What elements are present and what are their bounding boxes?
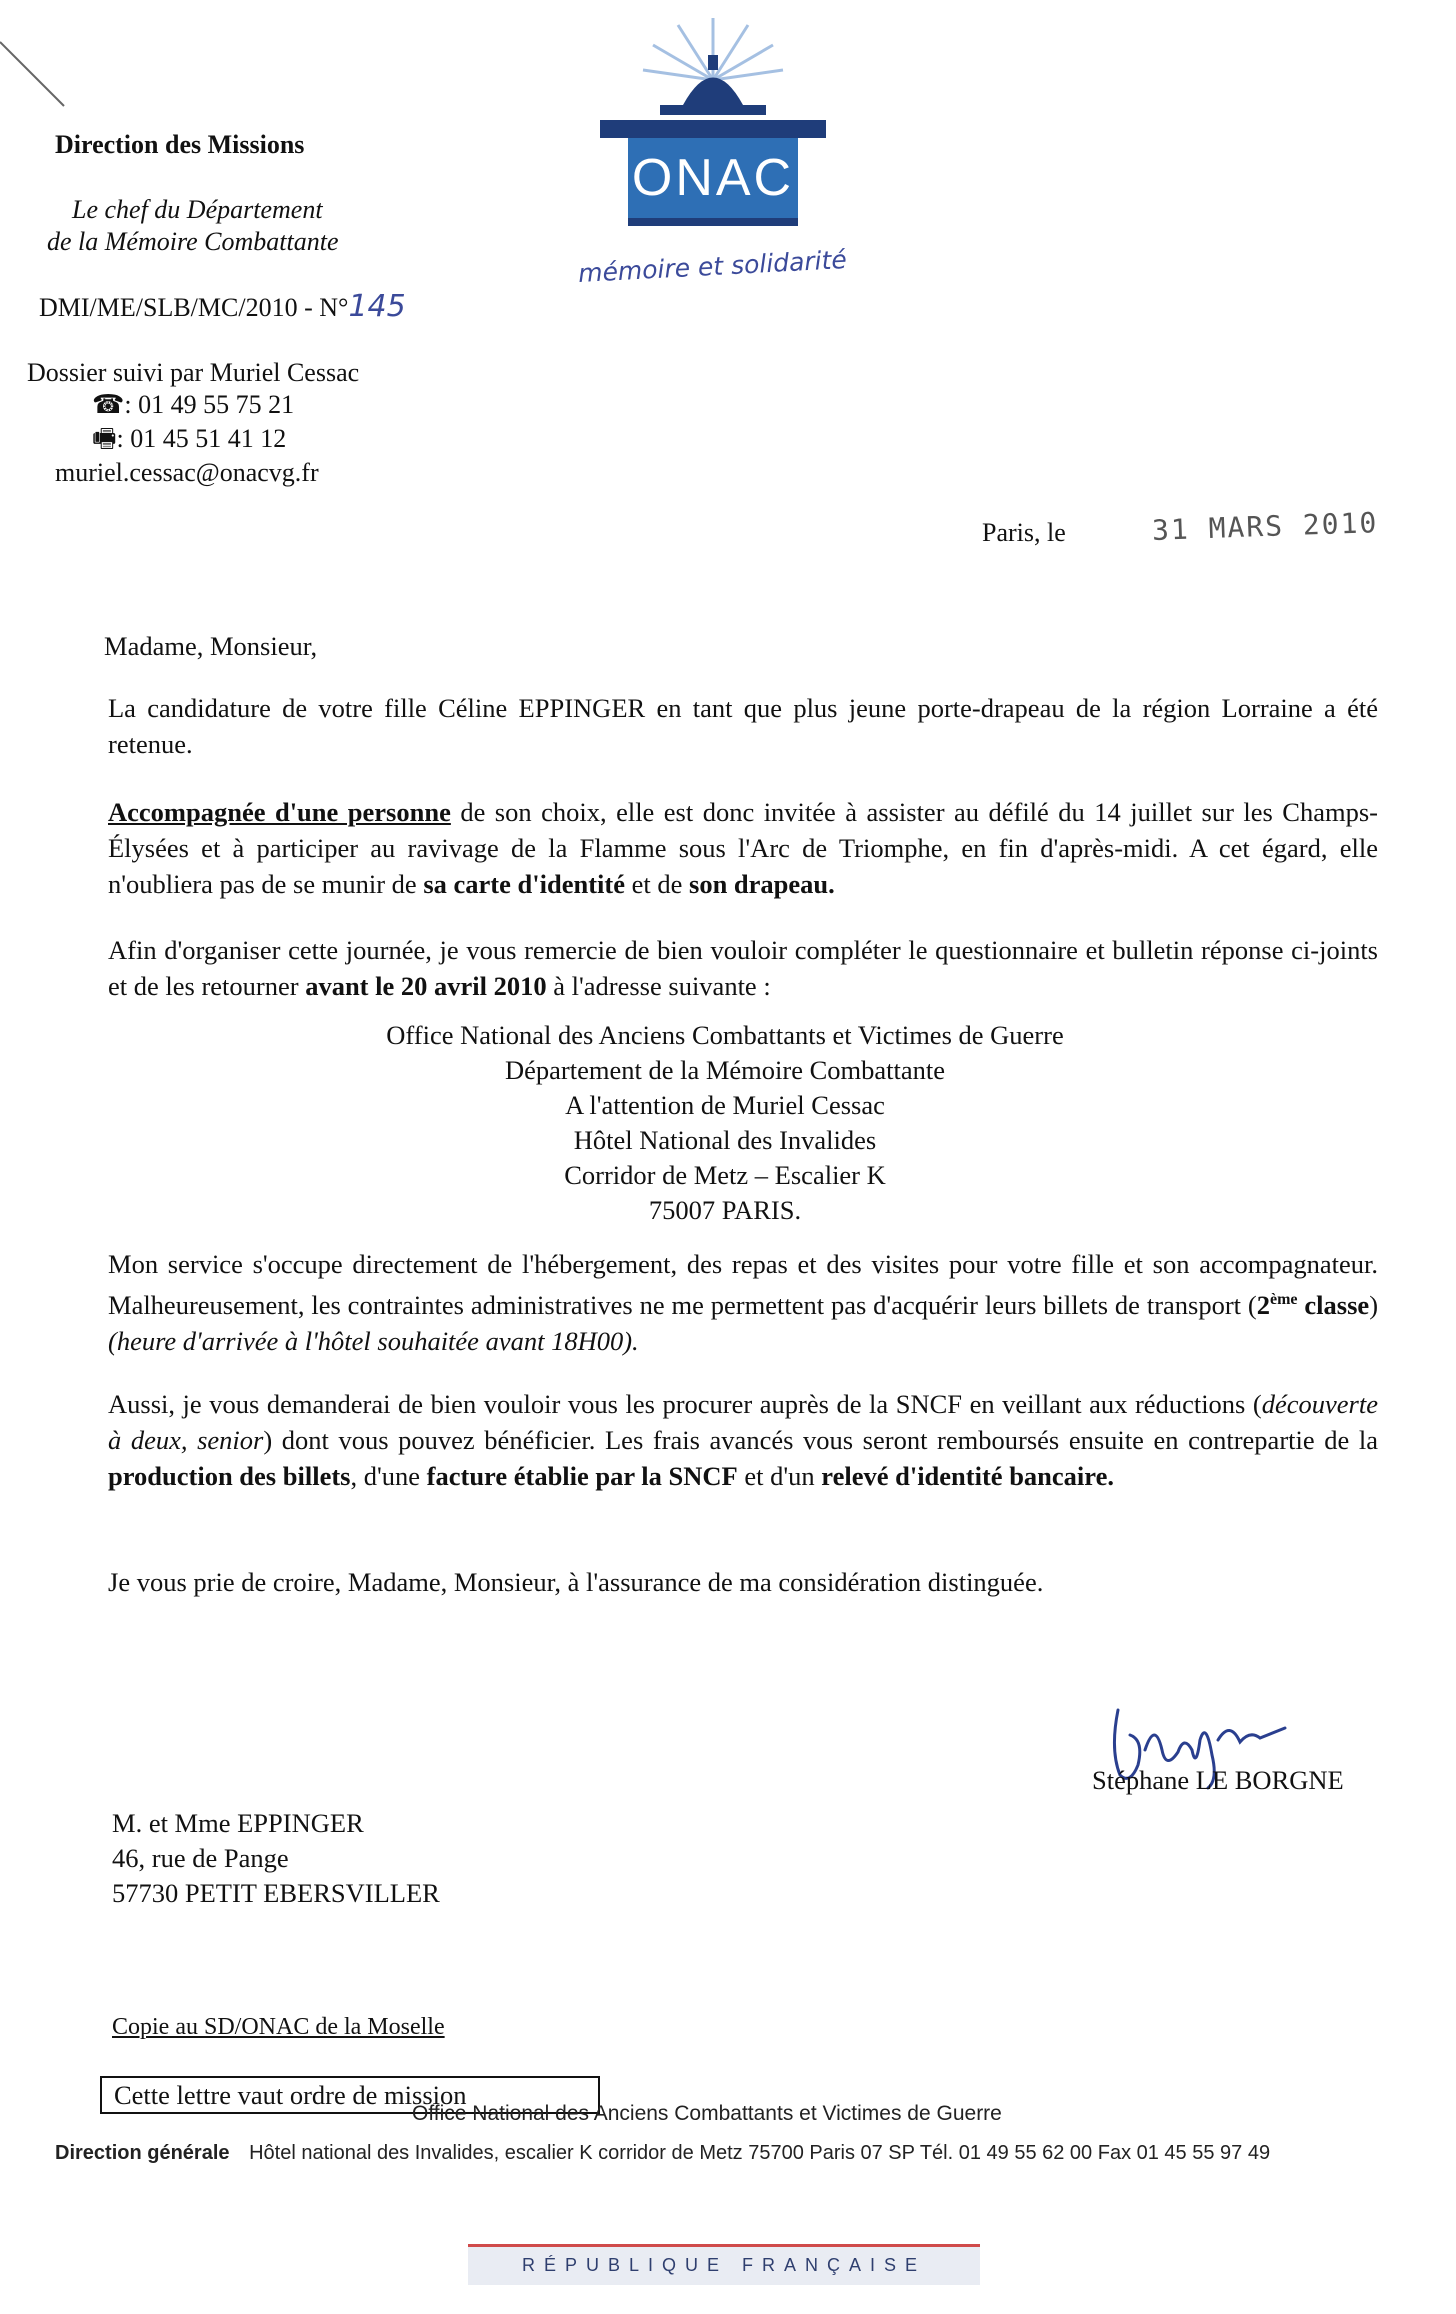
- onac-logo: [598, 10, 828, 235]
- return-address-line: A l'attention de Muriel Cessac: [565, 1090, 885, 1120]
- paragraph-2: [108, 794, 1378, 902]
- p5-bank-details: relevé d'identité bancaire.: [821, 1461, 1114, 1491]
- p4-class-suffix: ème: [1270, 1291, 1298, 1308]
- footer-dg-label: Direction générale: [55, 2142, 230, 2164]
- p2-flag: son drapeau.: [689, 869, 835, 899]
- p4-class-number: 2: [1256, 1289, 1270, 1320]
- reference-handwritten-number: 145: [348, 289, 406, 324]
- footer-organization: Office National des Anciens Combattants et Victimes de Guerre: [412, 2102, 1002, 2125]
- paragraph-4: [108, 1246, 1378, 1359]
- closing: Je vous prie de croire, Madame, Monsieur, à l'assurance de ma considération distinguée.: [108, 1567, 1044, 1597]
- signatory-name: Stéphane LE BORGNE: [1092, 1765, 1344, 1795]
- reference-prefix: DMI/ME/SLB/MC/2010 - N°: [39, 293, 349, 322]
- return-address-line: 75007 PARIS.: [648, 1195, 802, 1225]
- p4-text-a: Mon service s'occupe directement de l'hébergement, des repas et des visites pour votre fille et son accompagnateur. Malheureusement, les contraintes administratives ne me permettent pas d'acquérir leurs billets de transport (: [108, 1249, 1378, 1320]
- paragraph-3: [108, 932, 1378, 1004]
- p2-id-card: sa carte d'identité: [423, 869, 625, 899]
- copy-line: Copie au SD/ONAC de la Moselle: [112, 2014, 445, 2040]
- p3-text-a: Afin d'organiser cette journée, je vous remercie de bien vouloir compléter le questionnaire et bulletin réponse ci-joints et de les retourner: [108, 935, 1378, 1001]
- p5-tickets: production des billets: [108, 1461, 351, 1491]
- p2-emphasis: Accompagnée d'une personne: [108, 797, 451, 827]
- phone-number: : 01 49 55 75 21: [124, 390, 295, 419]
- reference-number: [39, 290, 406, 325]
- p3-text-b: à l'adresse suivante :: [546, 971, 771, 1001]
- fax-number: : 01 45 51 41 12: [116, 424, 287, 453]
- onac-logo-text: ONAC: [631, 149, 795, 207]
- recipient-block: [112, 1806, 440, 1911]
- republique-banner: [468, 2244, 980, 2285]
- return-address-line: Hôtel National des Invalides: [573, 1125, 877, 1155]
- footer-dg-address: Hôtel national des Invalides, escalier K corridor de Metz 75700 Paris 07 SP Tél. 01 49 55 62 00 Fax 01 45 55 97 49: [249, 2142, 1271, 2164]
- p4-text-b: ): [1369, 1289, 1379, 1320]
- email-line: muriel.cessac@onacvg.fr: [55, 458, 319, 487]
- direction-title: Direction des Missions: [55, 130, 305, 159]
- republique-text: RÉPUBLIQUE FRANÇAISE: [521, 2255, 927, 2275]
- chef-line-2: de la Mémoire Combattante: [47, 227, 339, 256]
- p5-text-a: Aussi, je vous demanderai de bien vouloir vous les procurer auprès de la SNCF en veillant aux réductions (: [108, 1389, 1262, 1419]
- mission-order-text: Cette lettre vaut ordre de mission: [114, 2080, 467, 2110]
- footer-address-line: [55, 2142, 1270, 2165]
- paragraph-1: La candidature de votre fille Céline EPPINGER en tant que plus jeune porte-drapeau de la région Lorraine a été retenue.: [108, 693, 1378, 759]
- p4-class: [1257, 1290, 1369, 1320]
- p4-class-word: classe: [1297, 1289, 1370, 1320]
- return-address-line: Office National des Anciens Combattants et Victimes de Guerre: [386, 1020, 1064, 1050]
- recipient-name: M. et Mme EPPINGER: [112, 1808, 364, 1838]
- logo-motto-handwritten: mémoire et solidarité: [577, 244, 848, 289]
- fax-icon: 🖷: [92, 424, 117, 453]
- p4-arrival-note: (heure d'arrivée à l'hôtel souhaitée avant 18H00).: [108, 1325, 639, 1356]
- salutation: Madame, Monsieur,: [104, 631, 318, 661]
- recipient-street: 46, rue de Pange: [112, 1843, 289, 1873]
- phone-icon: ☎: [92, 390, 125, 419]
- scan-corner-mark: [0, 40, 70, 110]
- date-stamp: 31 MARS 2010: [1151, 506, 1379, 547]
- fax-line: [92, 422, 286, 456]
- phone-line: [92, 388, 294, 422]
- p5-text-b: ) dont vous pouvez bénéficier. Les frais avancés vous seront remboursés ensuite en contrepartie de la: [263, 1425, 1378, 1455]
- p5-invoice: facture établie par la SNCF: [426, 1461, 738, 1491]
- date-place: Paris, le: [982, 518, 1066, 547]
- dossier-line: Dossier suivi par Muriel Cessac: [27, 358, 360, 387]
- p5-text-c: , d'une: [350, 1461, 427, 1491]
- return-address-line: Corridor de Metz – Escalier K: [564, 1160, 886, 1190]
- p5-text-d: et d'un: [737, 1461, 822, 1491]
- chef-line-1: Le chef du Département: [72, 195, 323, 224]
- return-address-line: Département de la Mémoire Combattante: [504, 1055, 946, 1085]
- paragraph-5: [108, 1386, 1378, 1494]
- p5-discounts: découverte à deux, senior: [108, 1389, 1378, 1455]
- p2-text-a: de son choix, elle est donc invitée à assister au défilé du 14 juillet sur les Champs-Élysées et à participer au ravivage de la Flamme sous l'Arc de Triomphe, en fin d'après-midi. A cet égard, elle n'oubliera pas de se munir de: [108, 797, 1378, 899]
- recipient-city: 57730 PETIT EBERSVILLER: [112, 1878, 440, 1908]
- p3-deadline: avant le 20 avril 2010: [305, 971, 547, 1001]
- p2-text-b: et de: [624, 869, 689, 899]
- return-address-block: [300, 1018, 1150, 1228]
